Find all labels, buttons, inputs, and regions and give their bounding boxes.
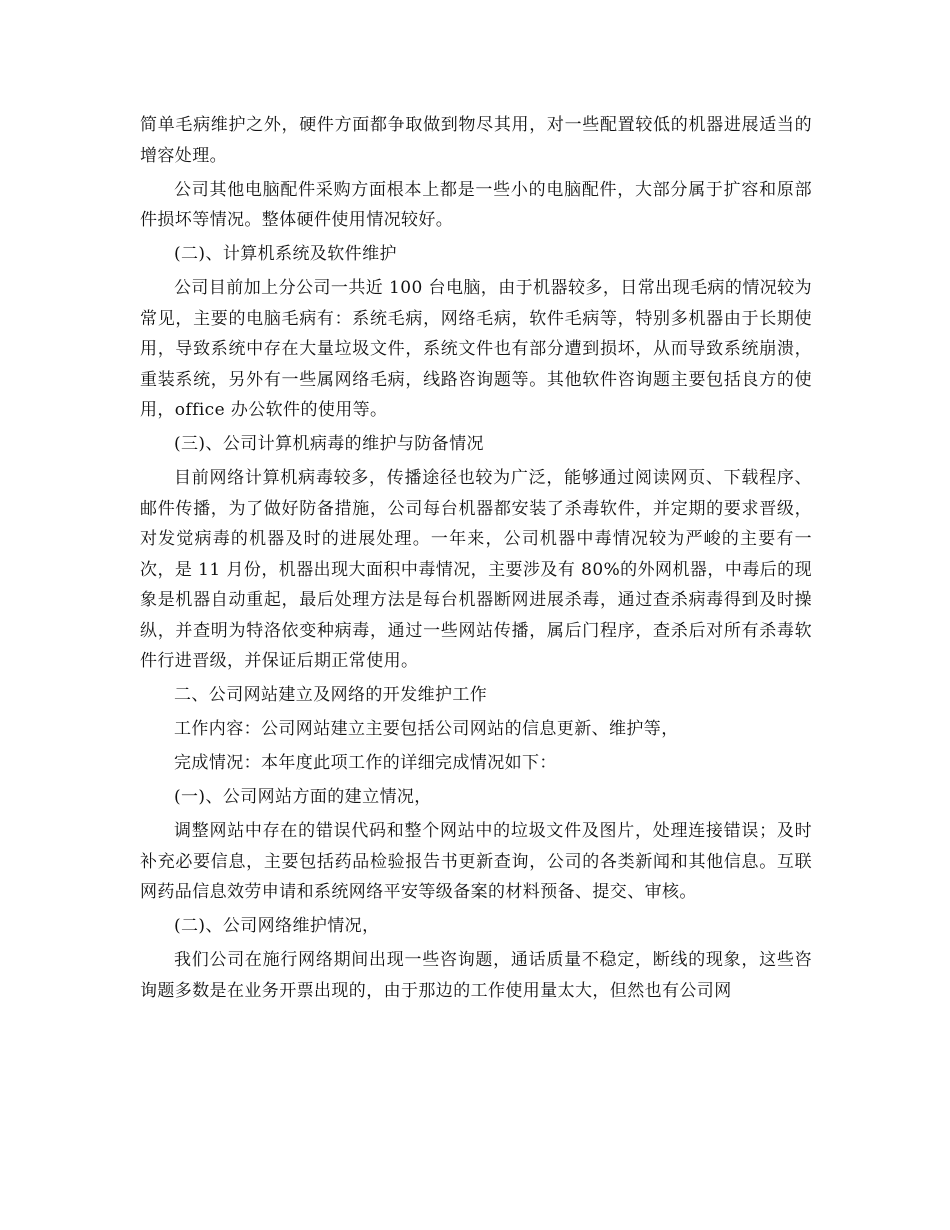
section-heading-website: (一)、公司网站方面的建立情况， — [174, 787, 432, 807]
paragraph-13: 我们公司在施行网络期间出现一些咨询题，通话质量不稳定，断线的现象，这些咨询题多数是在业务开票出现的，由于那边的工作使用量太大，但然也有公司网 — [140, 950, 812, 1001]
document-page — [140, 110, 812, 1010]
paragraph-work-content: 工作内容：公司网站建立主要包括公司网站的信息更新、维护等， — [174, 719, 679, 739]
paragraph-1: 简单毛病维护之外，硬件方面都争取做到物尽其用，对一些配置较低的机器进展适当的增容处理。 — [140, 115, 812, 166]
section-heading-system-software: (二)、计算机系统及软件维护 — [174, 244, 397, 264]
section-heading-virus-protection: (三)、公司计算机病毒的维护与防备情况 — [174, 434, 484, 454]
paragraph-6: 目前网络计算机病毒较多，传播途径也较为广泛，能够通过阅读网页、下载程序、邮件传播，为了做好防备措施，公司每台机器都安装了杀毒软件，并定期的要求晋级，对发觉病毒的机器及时的进展处理。一年来，公司机器中毒情况较为严峻的主要有一次，是 11 月份，机器出现大面积中毒情况，主要涉及有 80%的外网机器，中毒后的现象是机器自动重起，最后处理方法是每台机器断网进展杀毒，通过查杀病毒得到及时操纵，并查明为特洛依变种病毒，通过一些网站传播，属后门程序，查杀后对所有杀毒软件行进晋级，并保证后期正常使用。 — [140, 468, 812, 671]
paragraph-4: 公司目前加上分公司一共近 100 台电脑，由于机器较多，日常出现毛病的情况较为常见，主要的电脑毛病有：系统毛病，网络毛病，软件毛病等，特别多机器由于长期使用，导致系统中存在大量垃圾文件，系统文件也有部分遭到损坏，从而导致系统崩溃，重装系统，另外有一些属网络毛病，线路咨询题等。其他软件咨询题主要包括良方的使用，office 办公软件的使用等。 — [140, 278, 812, 420]
section-heading-network-maintenance: (二)、公司网络维护情况， — [174, 916, 380, 936]
paragraph-11: 调整网站中存在的错误代码和整个网站中的垃圾文件及图片，处理连接错误；及时补充必要信息，主要包括药品检验报告书更新查询，公司的各类新闻和其他信息。互联网药品信息效劳申请和系统网络平安等级备案的材料预备、提交、审核。 — [140, 821, 812, 902]
section-heading-website-network: 二、公司网站建立及网络的开发维护工作 — [174, 685, 488, 705]
paragraph-2: 公司其他电脑配件采购方面根本上都是一些小的电脑配件，大部分属于扩容和原部件损坏等情况。整体硬件使用情况较好。 — [140, 179, 812, 230]
paragraph-completion: 完成情况：本年度此项工作的详细完成情况如下： — [174, 753, 557, 773]
